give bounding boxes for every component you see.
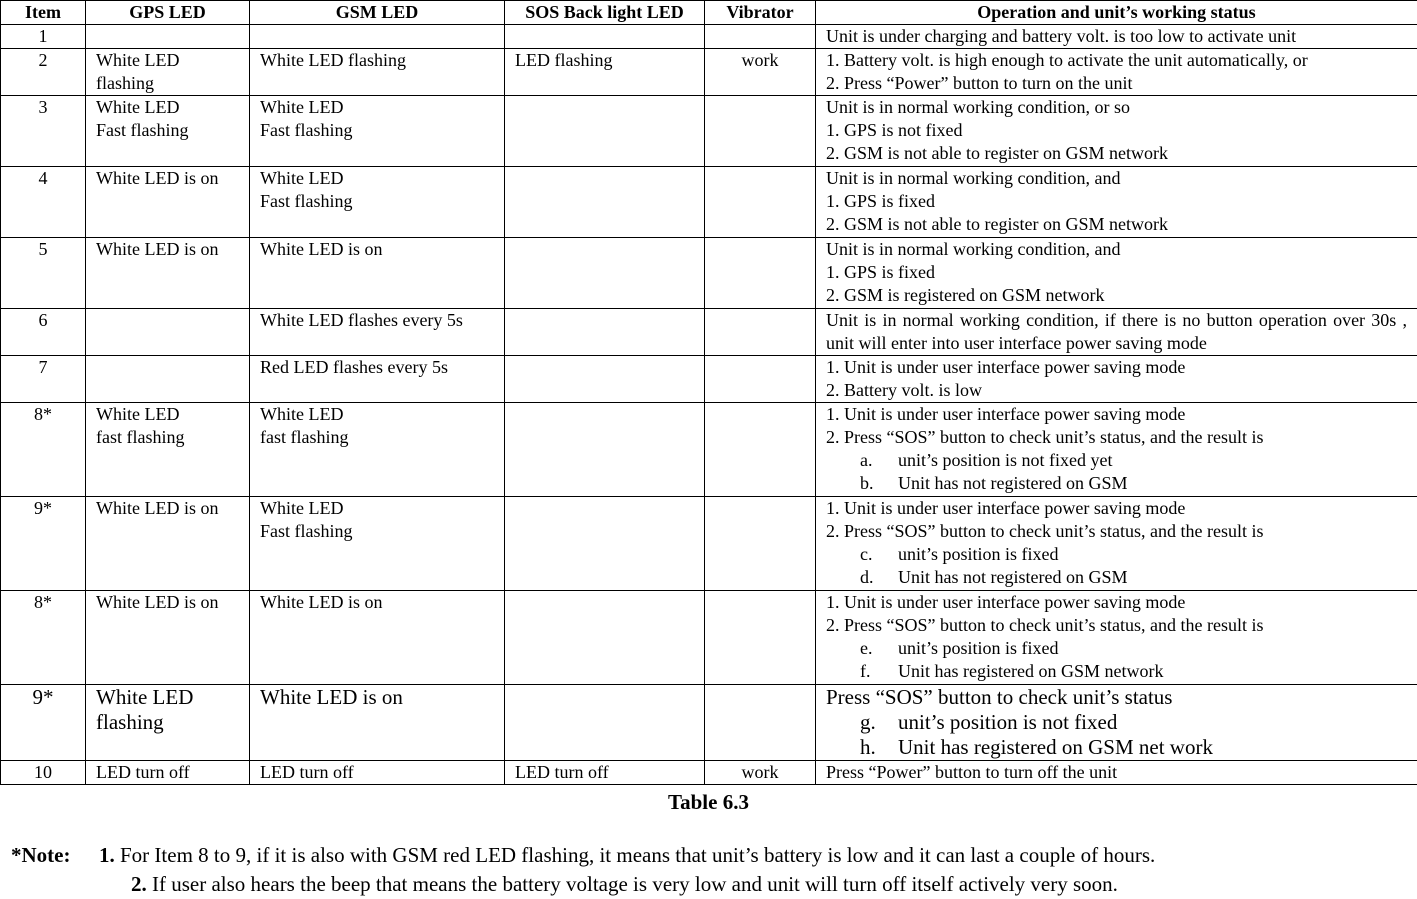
item-cell: 9* bbox=[1, 497, 86, 591]
item-cell: 4 bbox=[1, 167, 86, 238]
item-cell: 2 bbox=[1, 49, 86, 96]
item-cell: 9* bbox=[1, 685, 86, 761]
gsm-led-text: Red LED flashes every 5s bbox=[260, 356, 494, 379]
status-sub-item bbox=[826, 472, 1407, 495]
gps-led-cell bbox=[86, 49, 250, 96]
gps-led-text: flashing bbox=[96, 72, 239, 95]
sos-backlight-cell bbox=[505, 497, 705, 591]
note-heading: *Note: bbox=[11, 841, 99, 870]
status-line: 1. GPS is fixed bbox=[826, 190, 1407, 213]
sub-item-text: unit’s position is fixed bbox=[898, 637, 1059, 660]
sub-item-label: b. bbox=[860, 472, 898, 495]
gsm-led-text: White LED flashes every 5s bbox=[260, 309, 494, 332]
gps-led-cell bbox=[86, 403, 250, 497]
vibrator-cell: work bbox=[705, 49, 816, 96]
gsm-led-text: White LED is on bbox=[260, 238, 494, 261]
item-cell: 10 bbox=[1, 761, 86, 785]
status-cell bbox=[816, 685, 1417, 761]
vibrator-cell bbox=[705, 309, 816, 356]
status-cell bbox=[816, 356, 1417, 403]
gps-led-cell bbox=[86, 238, 250, 309]
gsm-led-cell bbox=[250, 96, 505, 167]
status-line: 2. Press “SOS” button to check unit’s status, and the result is bbox=[826, 520, 1407, 543]
status-line: 1. GPS is fixed bbox=[826, 261, 1407, 284]
table-row bbox=[1, 167, 1417, 238]
gps-led-cell bbox=[86, 591, 250, 685]
table-caption: Table 6.3 bbox=[0, 789, 1417, 815]
table-header-row bbox=[1, 1, 1417, 25]
gps-led-text: White LED is on bbox=[96, 167, 239, 190]
table-row bbox=[1, 591, 1417, 685]
gsm-led-text: Fast flashing bbox=[260, 119, 494, 142]
table-row bbox=[1, 761, 1417, 785]
status-line: 1. GPS is not fixed bbox=[826, 119, 1407, 142]
status-line: Press “Power” button to turn off the unit bbox=[826, 761, 1407, 784]
sub-item-text: unit’s position is not fixed yet bbox=[898, 449, 1113, 472]
gsm-led-text: White LED is on bbox=[260, 685, 494, 710]
vibrator-cell bbox=[705, 238, 816, 309]
note-text: If user also hears the beep that means the battery voltage is very low and unit will turn off itself actively very soon. bbox=[152, 870, 1118, 899]
item-cell: 1 bbox=[1, 25, 86, 49]
status-line: 2. Press “Power” button to turn on the unit bbox=[826, 72, 1407, 95]
gsm-led-text: fast flashing bbox=[260, 426, 494, 449]
status-cell bbox=[816, 167, 1417, 238]
sub-item-text: unit’s position is fixed bbox=[898, 543, 1059, 566]
status-line: 2. GSM is registered on GSM network bbox=[826, 284, 1407, 307]
sos-backlight-cell: LED flashing bbox=[505, 49, 705, 96]
gps-led-text: White LED bbox=[96, 685, 239, 710]
status-cell bbox=[816, 761, 1417, 785]
status-sub-item bbox=[826, 710, 1407, 735]
gps-led-text: White LED is on bbox=[96, 238, 239, 261]
vibrator-cell bbox=[705, 25, 816, 49]
status-line: Unit is in normal working condition, or so bbox=[826, 96, 1407, 119]
vibrator-cell: work bbox=[705, 761, 816, 785]
item-cell: 8* bbox=[1, 403, 86, 497]
status-line: Unit is in normal working condition, and bbox=[826, 238, 1407, 261]
vibrator-cell bbox=[705, 167, 816, 238]
gsm-led-text: White LED bbox=[260, 167, 494, 190]
status-line: 2. GSM is not able to register on GSM network bbox=[826, 142, 1407, 165]
status-line: Unit is under charging and battery volt. is too low to activate unit bbox=[826, 25, 1407, 48]
sos-backlight-cell bbox=[505, 96, 705, 167]
sos-backlight-cell bbox=[505, 167, 705, 238]
vibrator-cell bbox=[705, 403, 816, 497]
gps-led-cell bbox=[86, 356, 250, 403]
status-cell bbox=[816, 497, 1417, 591]
gps-led-text: LED turn off bbox=[96, 761, 239, 784]
status-sub-item bbox=[826, 660, 1407, 683]
gsm-led-cell bbox=[250, 309, 505, 356]
status-cell bbox=[816, 96, 1417, 167]
table-row bbox=[1, 356, 1417, 403]
gsm-led-text: White LED bbox=[260, 96, 494, 119]
gsm-led-text: White LED is on bbox=[260, 591, 494, 614]
gsm-led-cell bbox=[250, 356, 505, 403]
sos-backlight-cell bbox=[505, 685, 705, 761]
sos-backlight-cell bbox=[505, 309, 705, 356]
gsm-led-cell bbox=[250, 497, 505, 591]
gsm-led-cell bbox=[250, 49, 505, 96]
sub-item-text: Unit has registered on GSM network bbox=[898, 660, 1163, 683]
status-sub-item bbox=[826, 543, 1407, 566]
status-cell bbox=[816, 309, 1417, 356]
sub-item-text: Unit has registered on GSM net work bbox=[898, 735, 1213, 760]
status-cell bbox=[816, 49, 1417, 96]
status-line: 1. Unit is under user interface power saving mode bbox=[826, 497, 1407, 520]
item-cell: 7 bbox=[1, 356, 86, 403]
status-line: Press “SOS” button to check unit’s status bbox=[826, 685, 1407, 710]
gps-led-text: White LED bbox=[96, 403, 239, 426]
sos-backlight-cell bbox=[505, 356, 705, 403]
status-line: Unit is in normal working condition, if there is no button operation over 30s , unit will enter into user interface power saving mode bbox=[826, 310, 1407, 353]
status-sub-item bbox=[826, 566, 1407, 589]
gps-led-text: Fast flashing bbox=[96, 119, 239, 142]
gsm-led-text: White LED flashing bbox=[260, 49, 494, 72]
sub-item-label: a. bbox=[860, 449, 898, 472]
sub-item-label: e. bbox=[860, 637, 898, 660]
gsm-led-cell bbox=[250, 591, 505, 685]
gps-led-text: White LED is on bbox=[96, 591, 239, 614]
status-line: 1. Unit is under user interface power saving mode bbox=[826, 591, 1407, 614]
item-cell: 5 bbox=[1, 238, 86, 309]
sos-backlight-cell bbox=[505, 591, 705, 685]
note-number: 2. bbox=[131, 870, 147, 899]
sub-item-text: Unit has not registered on GSM bbox=[898, 472, 1127, 495]
gps-led-text: flashing bbox=[96, 710, 239, 735]
sub-item-text: Unit has not registered on GSM bbox=[898, 566, 1127, 589]
gps-led-text: White LED bbox=[96, 96, 239, 119]
sos-backlight-cell bbox=[505, 238, 705, 309]
table-row bbox=[1, 25, 1417, 49]
vibrator-cell bbox=[705, 497, 816, 591]
status-cell bbox=[816, 591, 1417, 685]
table-row bbox=[1, 403, 1417, 497]
status-line: 1. Unit is under user interface power saving mode bbox=[826, 403, 1407, 426]
status-sub-item bbox=[826, 637, 1407, 660]
status-cell bbox=[816, 25, 1417, 49]
gsm-led-text: Fast flashing bbox=[260, 520, 494, 543]
gps-led-cell bbox=[86, 309, 250, 356]
gsm-led-cell bbox=[250, 403, 505, 497]
sub-item-label: h. bbox=[860, 735, 898, 760]
vibrator-cell bbox=[705, 356, 816, 403]
item-cell: 6 bbox=[1, 309, 86, 356]
gps-led-cell bbox=[86, 25, 250, 49]
status-line: 1. Unit is under user interface power saving mode bbox=[826, 356, 1407, 379]
sub-item-label: f. bbox=[860, 660, 898, 683]
sos-backlight-cell bbox=[505, 25, 705, 49]
gsm-led-cell bbox=[250, 238, 505, 309]
status-line: 2. Press “SOS” button to check unit’s status, and the result is bbox=[826, 614, 1407, 637]
gsm-led-cell bbox=[250, 761, 505, 785]
note-number: 1. bbox=[99, 841, 115, 870]
sub-item-text: unit’s position is not fixed bbox=[898, 710, 1117, 735]
gsm-led-cell bbox=[250, 685, 505, 761]
sub-item-label: c. bbox=[860, 543, 898, 566]
note-1 bbox=[11, 841, 1155, 870]
header-operation-status: Operation and unit’s working status bbox=[816, 1, 1417, 25]
gps-led-text: fast flashing bbox=[96, 426, 239, 449]
status-line: 2. Battery volt. is low bbox=[826, 379, 1407, 402]
gsm-led-text: LED turn off bbox=[260, 761, 494, 784]
sos-backlight-cell bbox=[505, 403, 705, 497]
status-cell bbox=[816, 238, 1417, 309]
gsm-led-cell bbox=[250, 25, 505, 49]
status-line: 2. Press “SOS” button to check unit’s status, and the result is bbox=[826, 426, 1407, 449]
note-2 bbox=[11, 870, 1155, 899]
status-sub-item bbox=[826, 735, 1407, 760]
table-row bbox=[1, 96, 1417, 167]
gsm-led-cell bbox=[250, 167, 505, 238]
header-item: Item bbox=[1, 1, 86, 25]
item-cell: 8* bbox=[1, 591, 86, 685]
gsm-led-text: Fast flashing bbox=[260, 190, 494, 213]
vibrator-cell bbox=[705, 685, 816, 761]
item-cell: 3 bbox=[1, 96, 86, 167]
status-line: 1. Battery volt. is high enough to activate the unit automatically, or bbox=[826, 49, 1407, 72]
notes bbox=[11, 841, 1155, 899]
header-gsm-led: GSM LED bbox=[250, 1, 505, 25]
table-row bbox=[1, 238, 1417, 309]
gps-led-cell bbox=[86, 167, 250, 238]
gps-led-text: White LED bbox=[96, 49, 239, 72]
sub-item-label: g. bbox=[860, 710, 898, 735]
vibrator-cell bbox=[705, 96, 816, 167]
gps-led-cell bbox=[86, 761, 250, 785]
header-sos-backlight-led: SOS Back light LED bbox=[505, 1, 705, 25]
status-sub-item bbox=[826, 449, 1407, 472]
sub-item-label: d. bbox=[860, 566, 898, 589]
table-row bbox=[1, 497, 1417, 591]
status-line: 2. GSM is not able to register on GSM network bbox=[826, 213, 1407, 236]
gps-led-cell bbox=[86, 497, 250, 591]
gps-led-text: White LED is on bbox=[96, 497, 239, 520]
gps-led-cell bbox=[86, 685, 250, 761]
gsm-led-text: White LED bbox=[260, 497, 494, 520]
status-line: Unit is in normal working condition, and bbox=[826, 167, 1407, 190]
gsm-led-text: White LED bbox=[260, 403, 494, 426]
note-text: For Item 8 to 9, if it is also with GSM red LED flashing, it means that unit’s battery is low and it can last a couple of hours. bbox=[120, 841, 1155, 870]
status-cell bbox=[816, 403, 1417, 497]
table-row bbox=[1, 309, 1417, 356]
header-gps-led: GPS LED bbox=[86, 1, 250, 25]
table-row bbox=[1, 49, 1417, 96]
header-vibrator: Vibrator bbox=[705, 1, 816, 25]
table-row bbox=[1, 685, 1417, 761]
gps-led-cell bbox=[86, 96, 250, 167]
sos-backlight-cell: LED turn off bbox=[505, 761, 705, 785]
vibrator-cell bbox=[705, 591, 816, 685]
